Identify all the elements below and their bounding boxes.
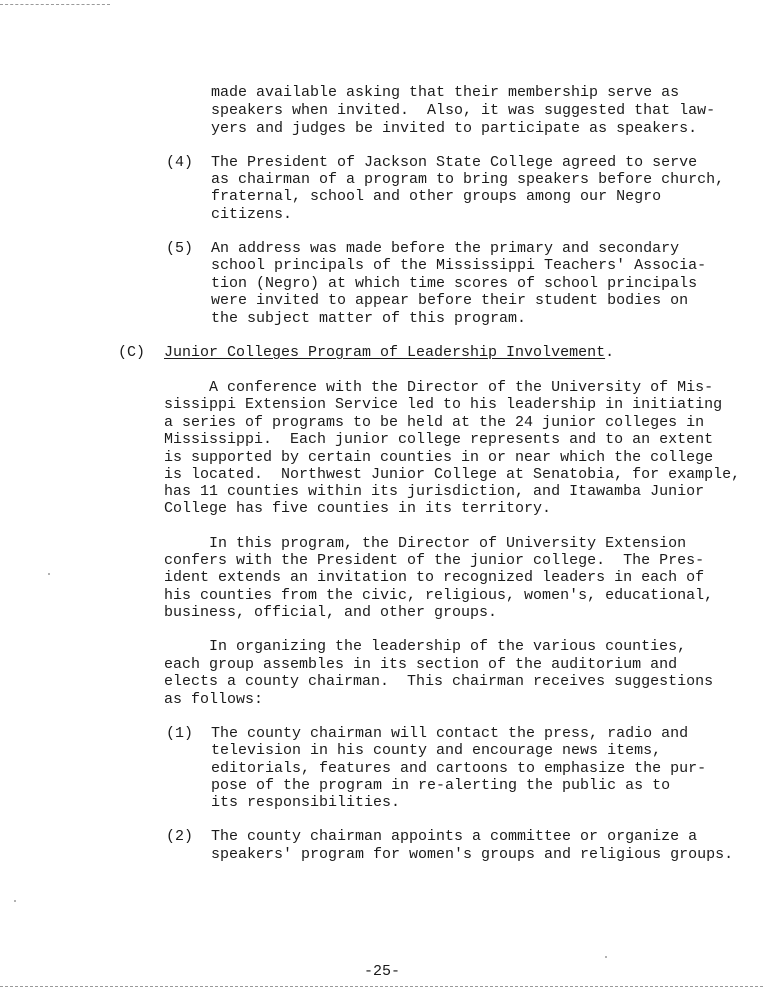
item-4-line-2: as chairman of a program to bring speakers before church, [211,171,725,188]
para-2-line-3: ident extends an invitation to recognized leaders in each of [164,569,705,586]
item-5-line-3: tion (Negro) at which time scores of school principals [211,275,698,292]
item-5-line-4: were invited to appear before their student bodies on [211,292,689,309]
para-1-line-3: a series of programs to be held at the 24 junior colleges in [164,414,705,431]
para-2-line-2: confers with the President of the junior college. The Pres- [164,552,705,569]
item-1-line-4: pose of the program in re-alerting the public as to [211,777,671,794]
item-2-line-2: speakers' program for women's groups and religious groups. [211,846,734,863]
para-1-line-7: has 11 counties within its jurisdiction, and Itawamba Junior [164,483,705,500]
item-2-line-1: The county chairman appoints a committee or organize a [211,828,698,845]
continuation-line-3: yers and judges be invited to participate as speakers. [211,120,698,137]
item-2-number: (2) [166,828,194,845]
continuation-line-2: speakers when invited. Also, it was suggested that law- [211,102,716,119]
item-4-line-3: fraternal, school and other groups among our Negro [211,188,662,205]
para-1-line-1: A conference with the Director of the University of Mis- [164,379,714,396]
para-3-line-3: elects a county chairman. This chairman receives suggestions [164,673,714,690]
section-c-heading [164,344,614,361]
scan-speck [14,900,16,902]
item-4-number: (4) [166,154,194,171]
item-5-line-1: An address was made before the primary and secondary [211,240,680,257]
para-3-line-4: as follows: [164,691,264,708]
item-1-number: (1) [166,725,194,742]
para-2-line-1: In this program, the Director of University Extension [164,535,687,552]
top-edge-mark [0,4,110,5]
section-c-title-period: . [605,344,615,361]
section-c-label: (C) [118,344,146,361]
para-3-line-2: each group assembles in its section of the auditorium and [164,656,678,673]
item-1-line-1: The county chairman will contact the press, radio and [211,725,689,742]
item-5-number: (5) [166,240,194,257]
item-4-line-1: The President of Jackson State College agreed to serve [211,154,698,171]
scan-speck [605,956,607,958]
para-3-line-1: In organizing the leadership of the various counties, [164,638,687,655]
para-2-line-4: his counties from the civic, religious, women's, educational, [164,587,714,604]
item-1-line-5: its responsibilities. [211,794,401,811]
para-2-line-5: business, official, and other groups. [164,604,498,621]
section-c-title: Junior Colleges Program of Leadership Involvement [164,344,606,361]
item-1-line-3: editorials, features and cartoons to emphasize the pur- [211,760,707,777]
para-1-line-5: is supported by certain counties in or near which the college [164,449,714,466]
item-5-line-2: school principals of the Mississippi Teachers' Associa- [211,257,707,274]
scan-speck [48,573,50,575]
page-number: -25- [364,963,401,980]
continuation-line-1: made available asking that their membership serve as [211,84,680,101]
item-5-line-5: the subject matter of this program. [211,310,527,327]
bottom-edge-mark [0,986,763,987]
item-1-line-2: television in his county and encourage news items, [211,742,662,759]
para-1-line-8: College has five counties in its territory. [164,500,552,517]
para-1-line-2: sissippi Extension Service led to his leadership in initiating [164,396,723,413]
para-1-line-4: Mississippi. Each junior college represents and to an extent [164,431,714,448]
item-4-line-4: citizens. [211,206,293,223]
para-1-line-6: is located. Northwest Junior College at Senatobia, for example, [164,466,741,483]
